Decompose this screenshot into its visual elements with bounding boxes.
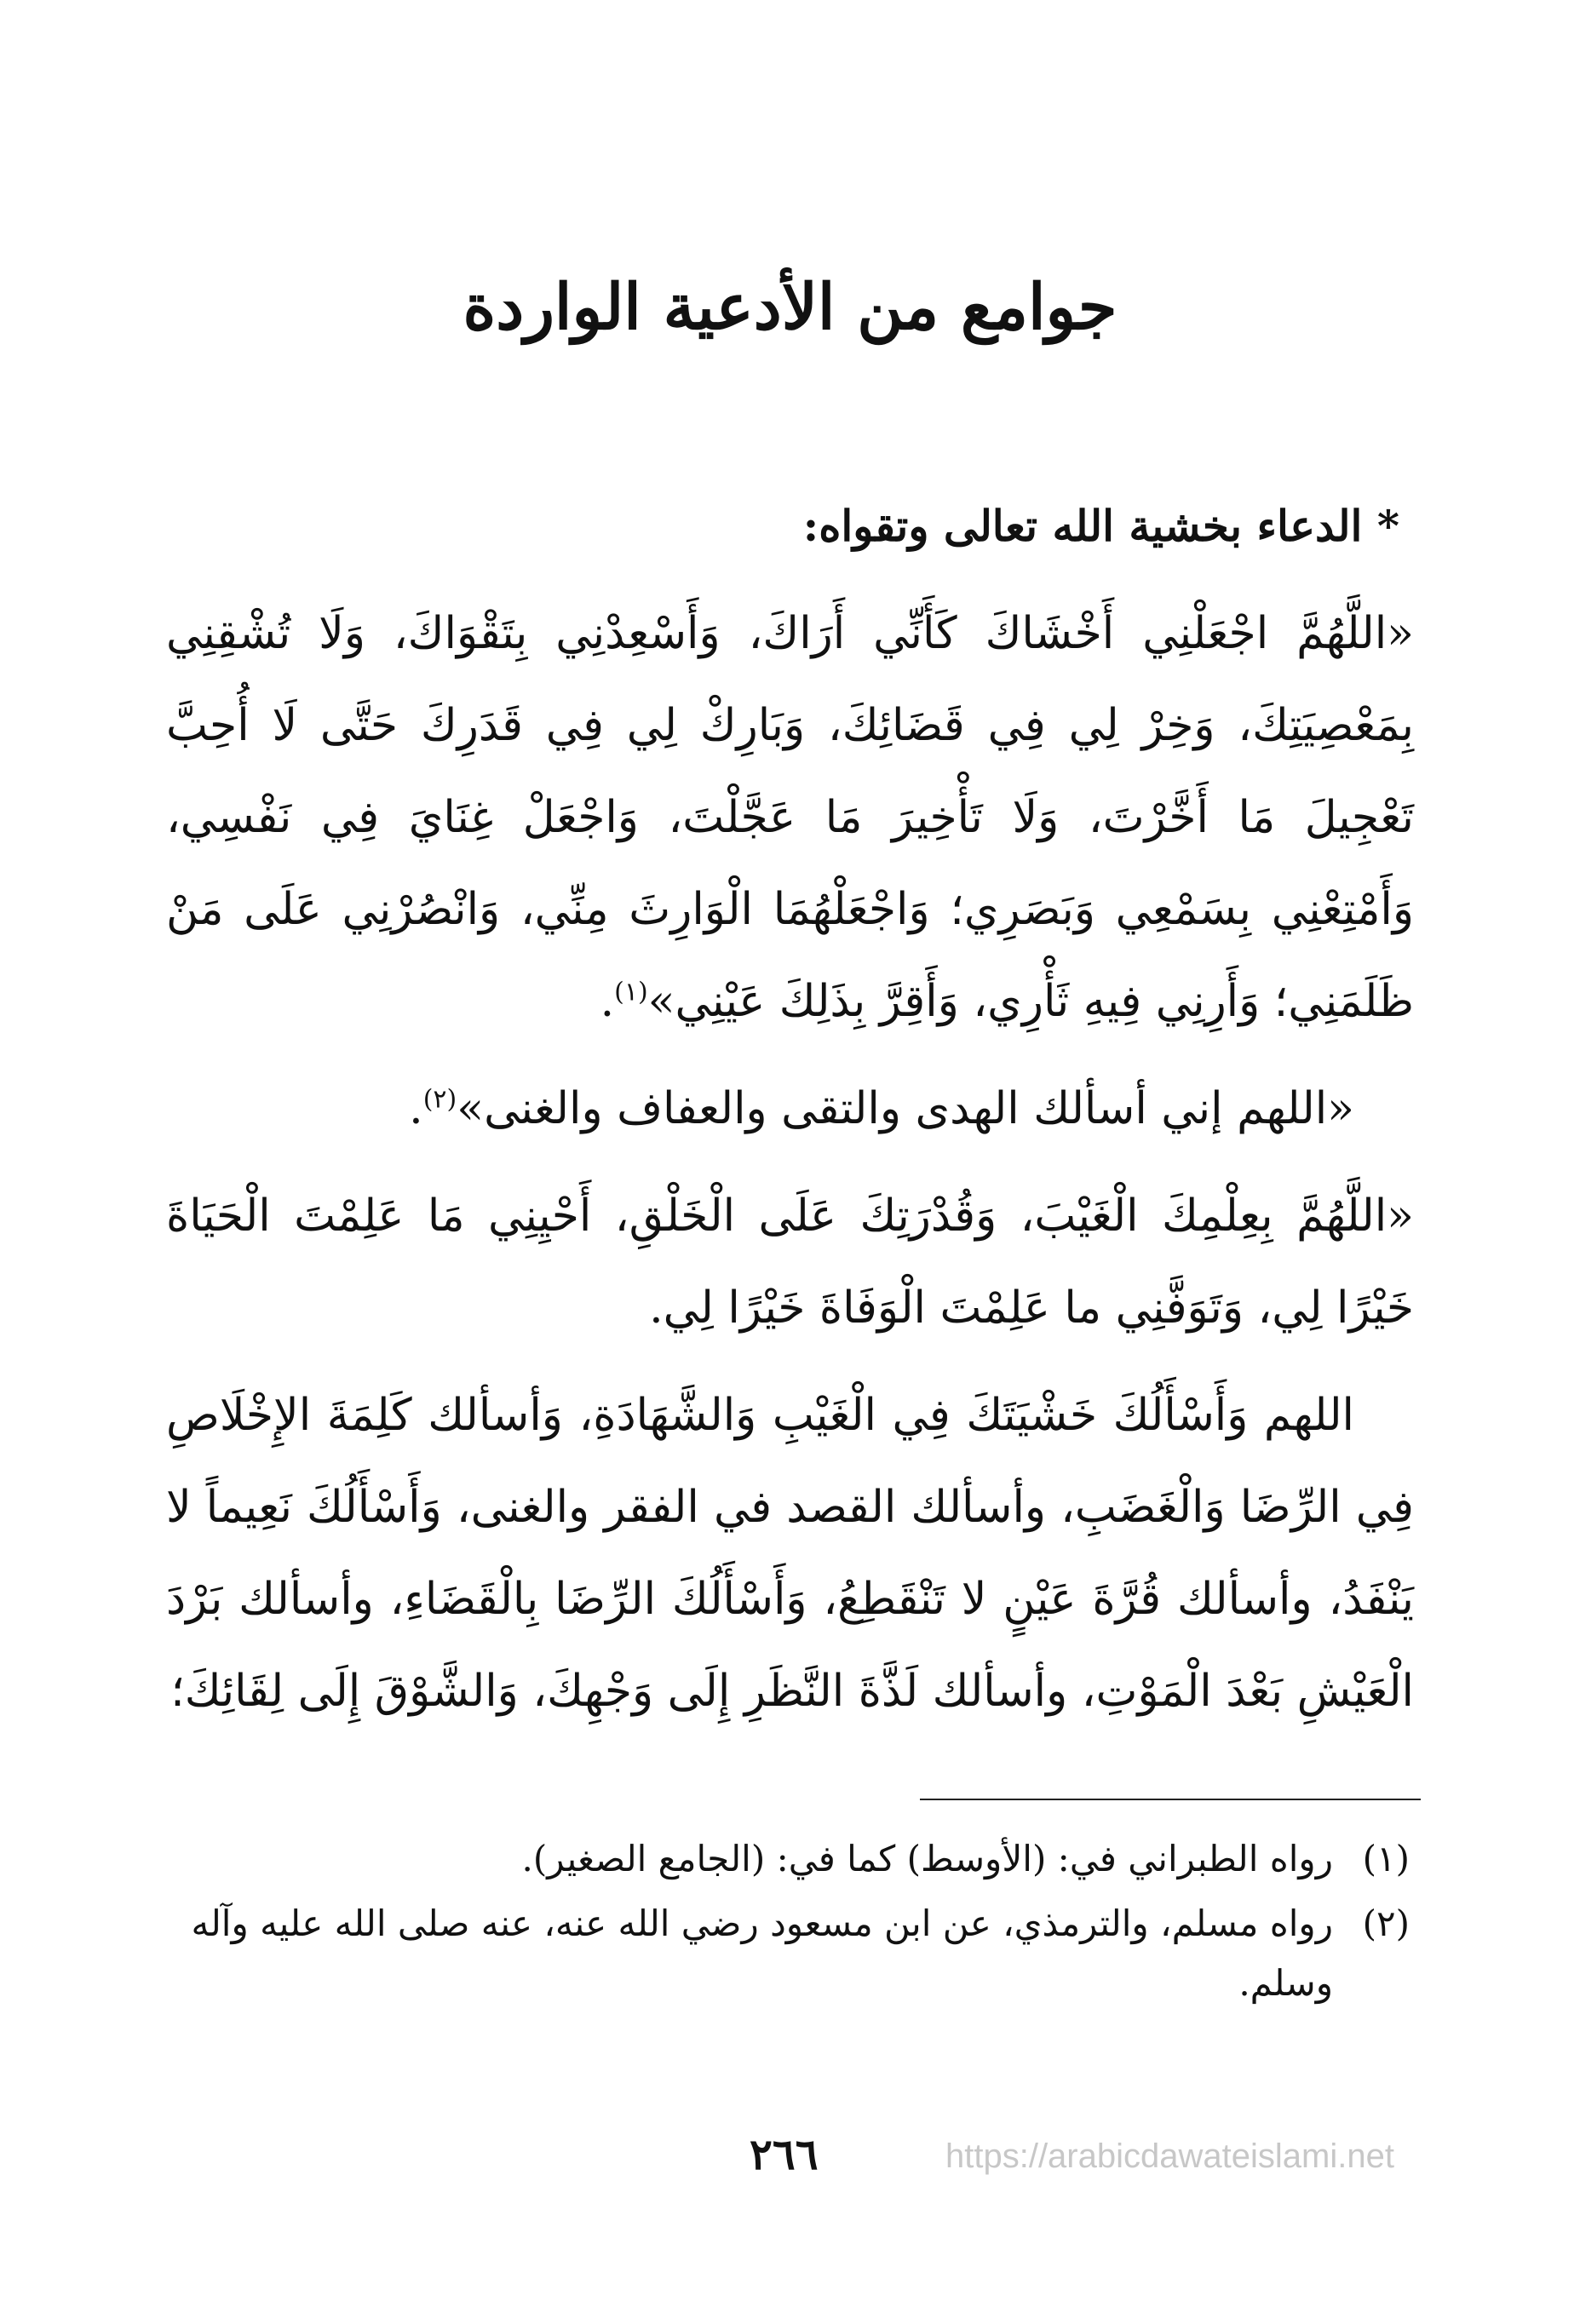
page-title: جوامع من الأدعية الواردة [463, 271, 1117, 344]
paragraph [166, 588, 1414, 1047]
footnote-divider [920, 1799, 1421, 1800]
paragraph-text: «اللهم إني أسألك الهدى والتقى والعفاف والغنى» [457, 1083, 1354, 1134]
footnotes [175, 1829, 1410, 2018]
footnote [175, 1894, 1410, 2013]
body-text [166, 588, 1414, 1753]
section-heading: * الدعاء بخشية الله تعالى وتقواه: [802, 501, 1399, 551]
paragraph-text: اللهم وَأَسْأَلُكَ خَشْيَتَكَ فِي الْغَيْبِ وَالشَّهَادَةِ، وَأسألك كَلِمَةَ الإِخْلَاصِ فِي الرِّضَا وَالْغَضَبِ، وأسألك القصد في الفقر والغنى، وَأَسْأَلُكَ نَعِيماً لا يَنْفَدُ، وأسألك قُرَّةَ عَيْنٍ لا تَنْقَطِعُ، وَأَسْأَلُكَ الرِّضَا بِالْقَضَاءِ، وأسألك بَرْدَ الْعَيْشِ بَعْدَ الْمَوْتِ، وأسألك لَذَّةَ النَّظَرِ إِلَى وَجْهِكَ، وَالشَّوْقَ إِلَى لِقَائِكَ؛ [166, 1390, 1414, 1717]
footnote-text: رواه الطبراني في: (الأوسط) كما في: (الجامع الصغير). [521, 1838, 1333, 1879]
paragraph [166, 1170, 1414, 1354]
paragraph-end: . [409, 1083, 423, 1134]
footnote-text: رواه مسلم، والترمذي، عن ابن مسعود رضي الله عنه، عنه صلى الله عليه وآله وسلم. [191, 1902, 1333, 2004]
paragraph [166, 1063, 1414, 1155]
paragraph-text: «اللَّهُمَّ اجْعَلْنِي أَخْشَاكَ كَأَنِّي أَرَاكَ، وَأَسْعِدْنِي بِتَقْوَاكَ، وَلَا تُشْقِنِي بِمَعْصِيَتِكَ، وَخِرْ لِي فِي قَضَائِكَ، وَبَارِكْ لِي فِي قَدَرِكَ حَتَّى لَا أُحِبَّ تَعْجِيلَ مَا أَخَّرْتَ، وَلَا تَأْخِيرَ مَا عَجَّلْتَ، وَاجْعَلْ غِنَايَ فِي نَفْسِي، وَأَمْتِعْنِي بِسَمْعِي وَبَصَرِي؛ وَاجْعَلْهُمَا الْوَارِثَ مِنِّي، وَانْصُرْنِي عَلَى مَنْ ظَلَمَنِي؛ وَأَرِنِي فِيهِ ثَأْرِي، وَأَقِرَّ بِذَلِكَ عَيْنِي» [166, 608, 1414, 1027]
footnote-number: (٢) [1362, 1902, 1410, 1944]
footnote-number: (١) [1362, 1838, 1410, 1879]
footnote-ref[interactable]: (١) [614, 977, 648, 1007]
footnote-ref[interactable]: (٢) [422, 1084, 457, 1115]
footnote [175, 1829, 1410, 1889]
paragraph [166, 1369, 1414, 1737]
paragraph-text: «اللَّهُمَّ بِعِلْمِكَ الْغَيْبَ، وَقُدْرَتِكَ عَلَى الْخَلْقِ، أَحْيِنِي مَا عَلِمْتَ الْحَيَاةَ خَيْرًا لِي، وَتَوَفَّنِي ما عَلِمْتَ الْوَفَاةَ خَيْرًا لِي. [166, 1191, 1414, 1334]
watermark-url[interactable]: https://arabicdawateislami.net [945, 2138, 1394, 2175]
page-number: ٢٦٦ [750, 2129, 819, 2179]
paragraph-end: . [600, 976, 615, 1027]
